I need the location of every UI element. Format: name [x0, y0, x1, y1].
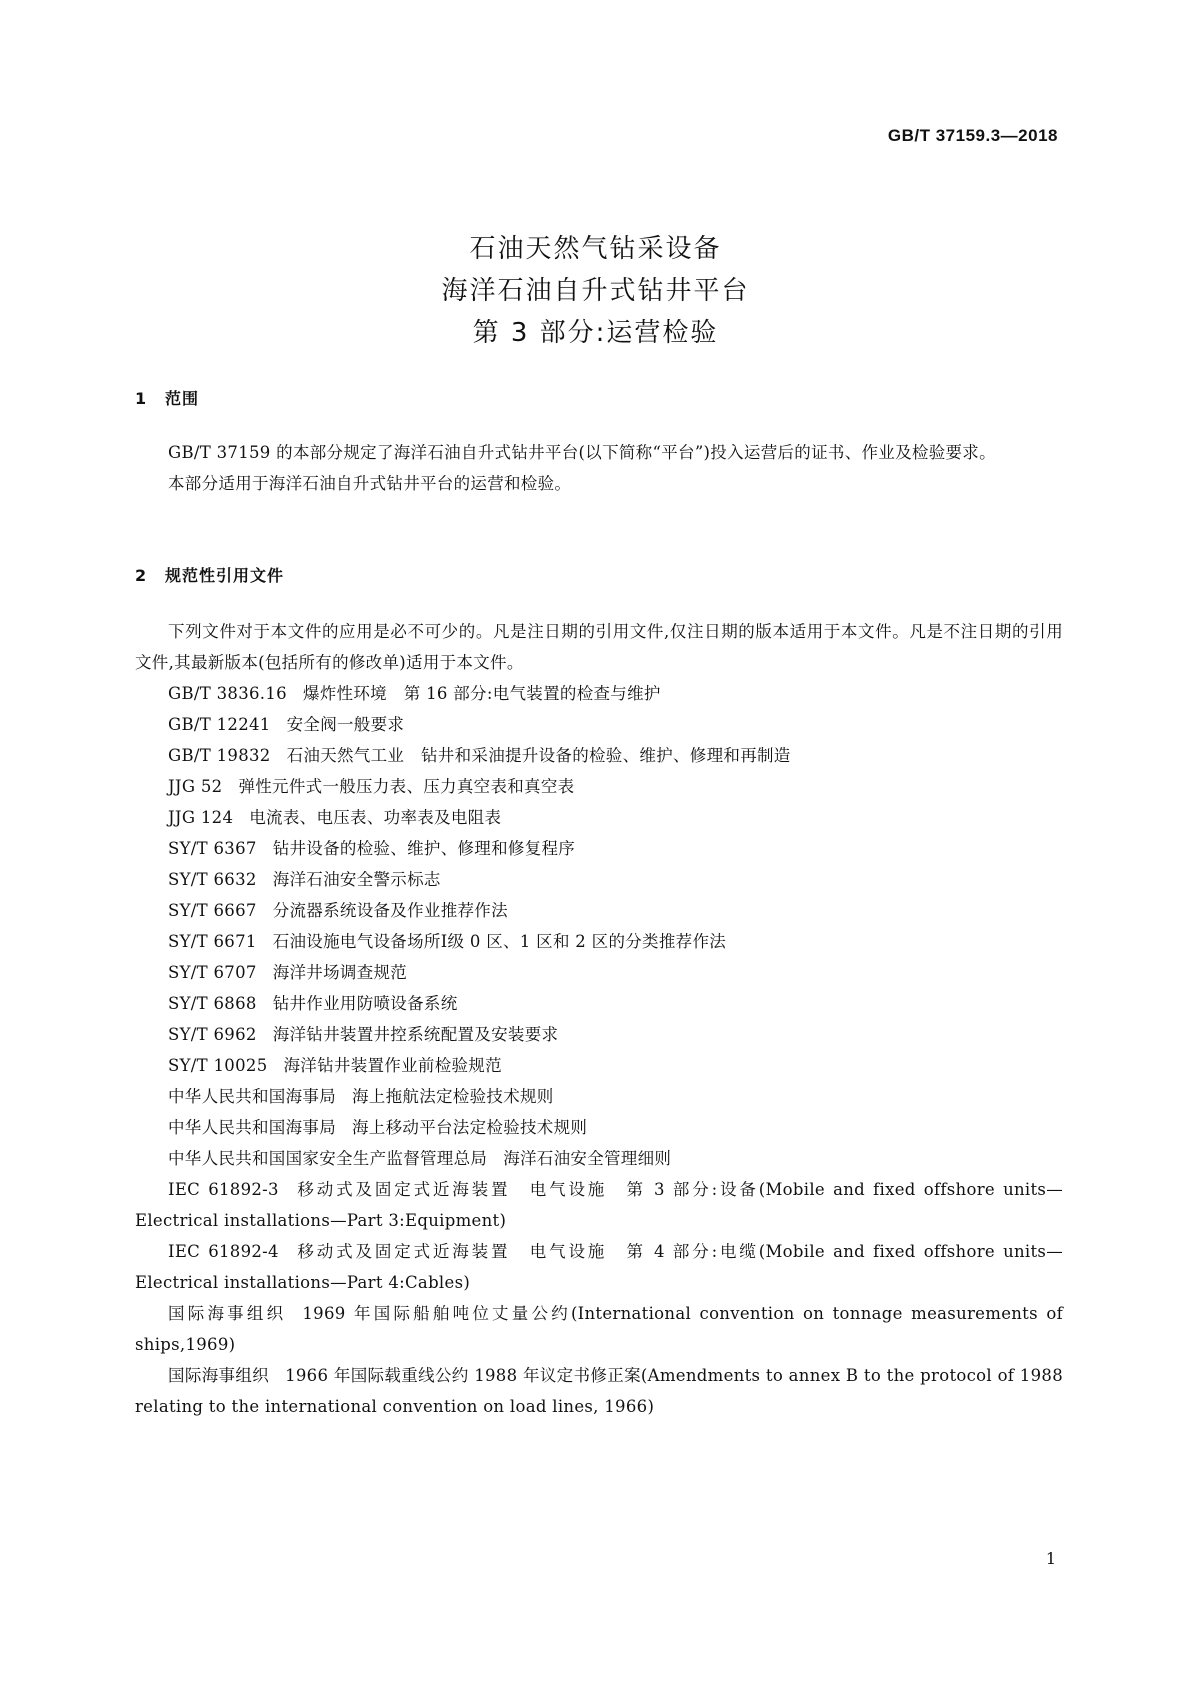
reference-item: [135, 1298, 1063, 1360]
page-number: 1: [1045, 1549, 1056, 1568]
standard-code: GB/T 37159.3—2018: [887, 126, 1058, 145]
reference-item: [135, 678, 1063, 709]
reference-title: 钻井设备的检验、维护、修理和修复程序: [272, 839, 576, 858]
reference-title: 海上拖航法定检验技术规则: [352, 1087, 554, 1106]
reference-code: SY/T 6671: [168, 932, 257, 951]
reference-code: 中华人民共和国海事局: [168, 1118, 336, 1137]
reference-title: 移动式及固定式近海装置 电气设施 第 4 部分:电缆(Mobile and fixed offshore units—Electrical installations—Part 4:Cables): [135, 1242, 1063, 1292]
reference-item: [135, 957, 1063, 988]
section-2-intro: 下列文件对于本文件的应用是必不可少的。凡是注日期的引用文件,仅注日期的版本适用于本文件。凡是不注日期的引用文件,其最新版本(包括所有的修改单)适用于本文件。: [135, 622, 1063, 672]
reference-code: SY/T 6868: [168, 994, 257, 1013]
reference-title: 海洋井场调查规范: [272, 963, 408, 982]
reference-code: JJG 52: [168, 777, 223, 796]
section-2-number: 2: [135, 566, 148, 585]
reference-title: 1966 年国际载重线公约 1988 年议定书修正案(Amendments to annex B to the protocol of 1988 relating to the international convention on load lines, 1966): [135, 1366, 1063, 1416]
reference-code: 国际海事组织: [168, 1304, 287, 1323]
reference-title: 石油设施电气设备场所Ⅰ级 0 区、1 区和 2 区的分类推荐作法: [272, 932, 727, 951]
reference-item: [135, 740, 1063, 771]
reference-code: 中华人民共和国海事局: [168, 1087, 336, 1106]
section-1-number: 1: [135, 389, 148, 408]
reference-code: GB/T 12241: [168, 715, 271, 734]
title-line-3: 第 3 部分:运营检验: [472, 318, 719, 348]
reference-title: 海洋石油安全管理细则: [503, 1149, 672, 1168]
reference-item: [135, 1081, 1063, 1112]
reference-title: 海上移动平台法定检验技术规则: [352, 1118, 588, 1137]
section-1-heading: [135, 386, 199, 409]
section-1-title: 范围: [165, 389, 200, 408]
reference-code: SY/T 6707: [168, 963, 257, 982]
reference-title: 石油天然气工业 钻井和采油提升设备的检验、维护、修理和再制造: [286, 746, 791, 765]
reference-code: SY/T 6632: [168, 870, 257, 889]
reference-code: IEC 61892-4: [168, 1242, 279, 1261]
reference-code: SY/T 6667: [168, 901, 257, 920]
reference-title: 海洋钻井装置井控系统配置及安装要求: [272, 1025, 559, 1044]
section-2-body: [135, 616, 1063, 1422]
title-line-2: 海洋石油自升式钻井平台: [441, 276, 750, 306]
reference-list: [135, 678, 1063, 1422]
reference-code: 中华人民共和国国家安全生产监督管理总局: [168, 1149, 488, 1168]
reference-title: 1969 年国际船舶吨位丈量公约(International convention on tonnage measurements of ships,1969): [135, 1304, 1063, 1354]
reference-code: 国际海事组织: [168, 1366, 270, 1385]
reference-title: 移动式及固定式近海装置 电气设施 第 3 部分:设备(Mobile and fixed offshore units—Electrical installations—Part 3:Equipment): [135, 1180, 1063, 1230]
reference-title: 分流器系统设备及作业推荐作法: [272, 901, 508, 920]
reference-item: [135, 926, 1063, 957]
reference-item: [135, 802, 1063, 833]
reference-item: [135, 1050, 1063, 1081]
section-2-heading: [135, 563, 284, 586]
reference-code: SY/T 6962: [168, 1025, 257, 1044]
section-1-paragraph: 本部分适用于海洋石油自升式钻井平台的运营和检验。: [168, 474, 572, 493]
reference-item: [135, 771, 1063, 802]
reference-item: [135, 1174, 1063, 1236]
reference-item: [135, 1236, 1063, 1298]
reference-code: GB/T 3836.16: [168, 684, 287, 703]
reference-item: [135, 864, 1063, 895]
reference-item: [135, 895, 1063, 926]
reference-title: 电流表、电压表、功率表及电阻表: [249, 808, 502, 827]
reference-item: [135, 1019, 1063, 1050]
reference-code: SY/T 10025: [168, 1056, 268, 1075]
reference-title: 海洋钻井装置作业前检验规范: [283, 1056, 502, 1075]
reference-title: 钻井作业用防喷设备系统: [272, 994, 458, 1013]
reference-code: IEC 61892-3: [168, 1180, 279, 1199]
title-line-1: 石油天然气钻采设备: [469, 234, 722, 264]
section-1-body: [135, 437, 1063, 499]
reference-title: 弹性元件式一般压力表、压力真空表和真空表: [238, 777, 575, 796]
reference-item: [135, 1360, 1063, 1422]
reference-item: [135, 988, 1063, 1019]
reference-code: SY/T 6367: [168, 839, 257, 858]
reference-title: 海洋石油安全警示标志: [272, 870, 441, 889]
section-2-title: 规范性引用文件: [165, 566, 285, 585]
reference-code: GB/T 19832: [168, 746, 271, 765]
document-title: [0, 228, 1191, 354]
reference-item: [135, 833, 1063, 864]
reference-item: [135, 709, 1063, 740]
reference-code: JJG 124: [168, 808, 234, 827]
reference-title: 安全阀一般要求: [286, 715, 405, 734]
section-1-paragraph: GB/T 37159 的本部分规定了海洋石油自升式钻井平台(以下简称“平台”)投入运营后的证书、作业及检验要求。: [168, 443, 996, 462]
reference-item: [135, 1143, 1063, 1174]
reference-item: [135, 1112, 1063, 1143]
reference-title: 爆炸性环境 第 16 部分:电气装置的检查与维护: [302, 684, 661, 703]
